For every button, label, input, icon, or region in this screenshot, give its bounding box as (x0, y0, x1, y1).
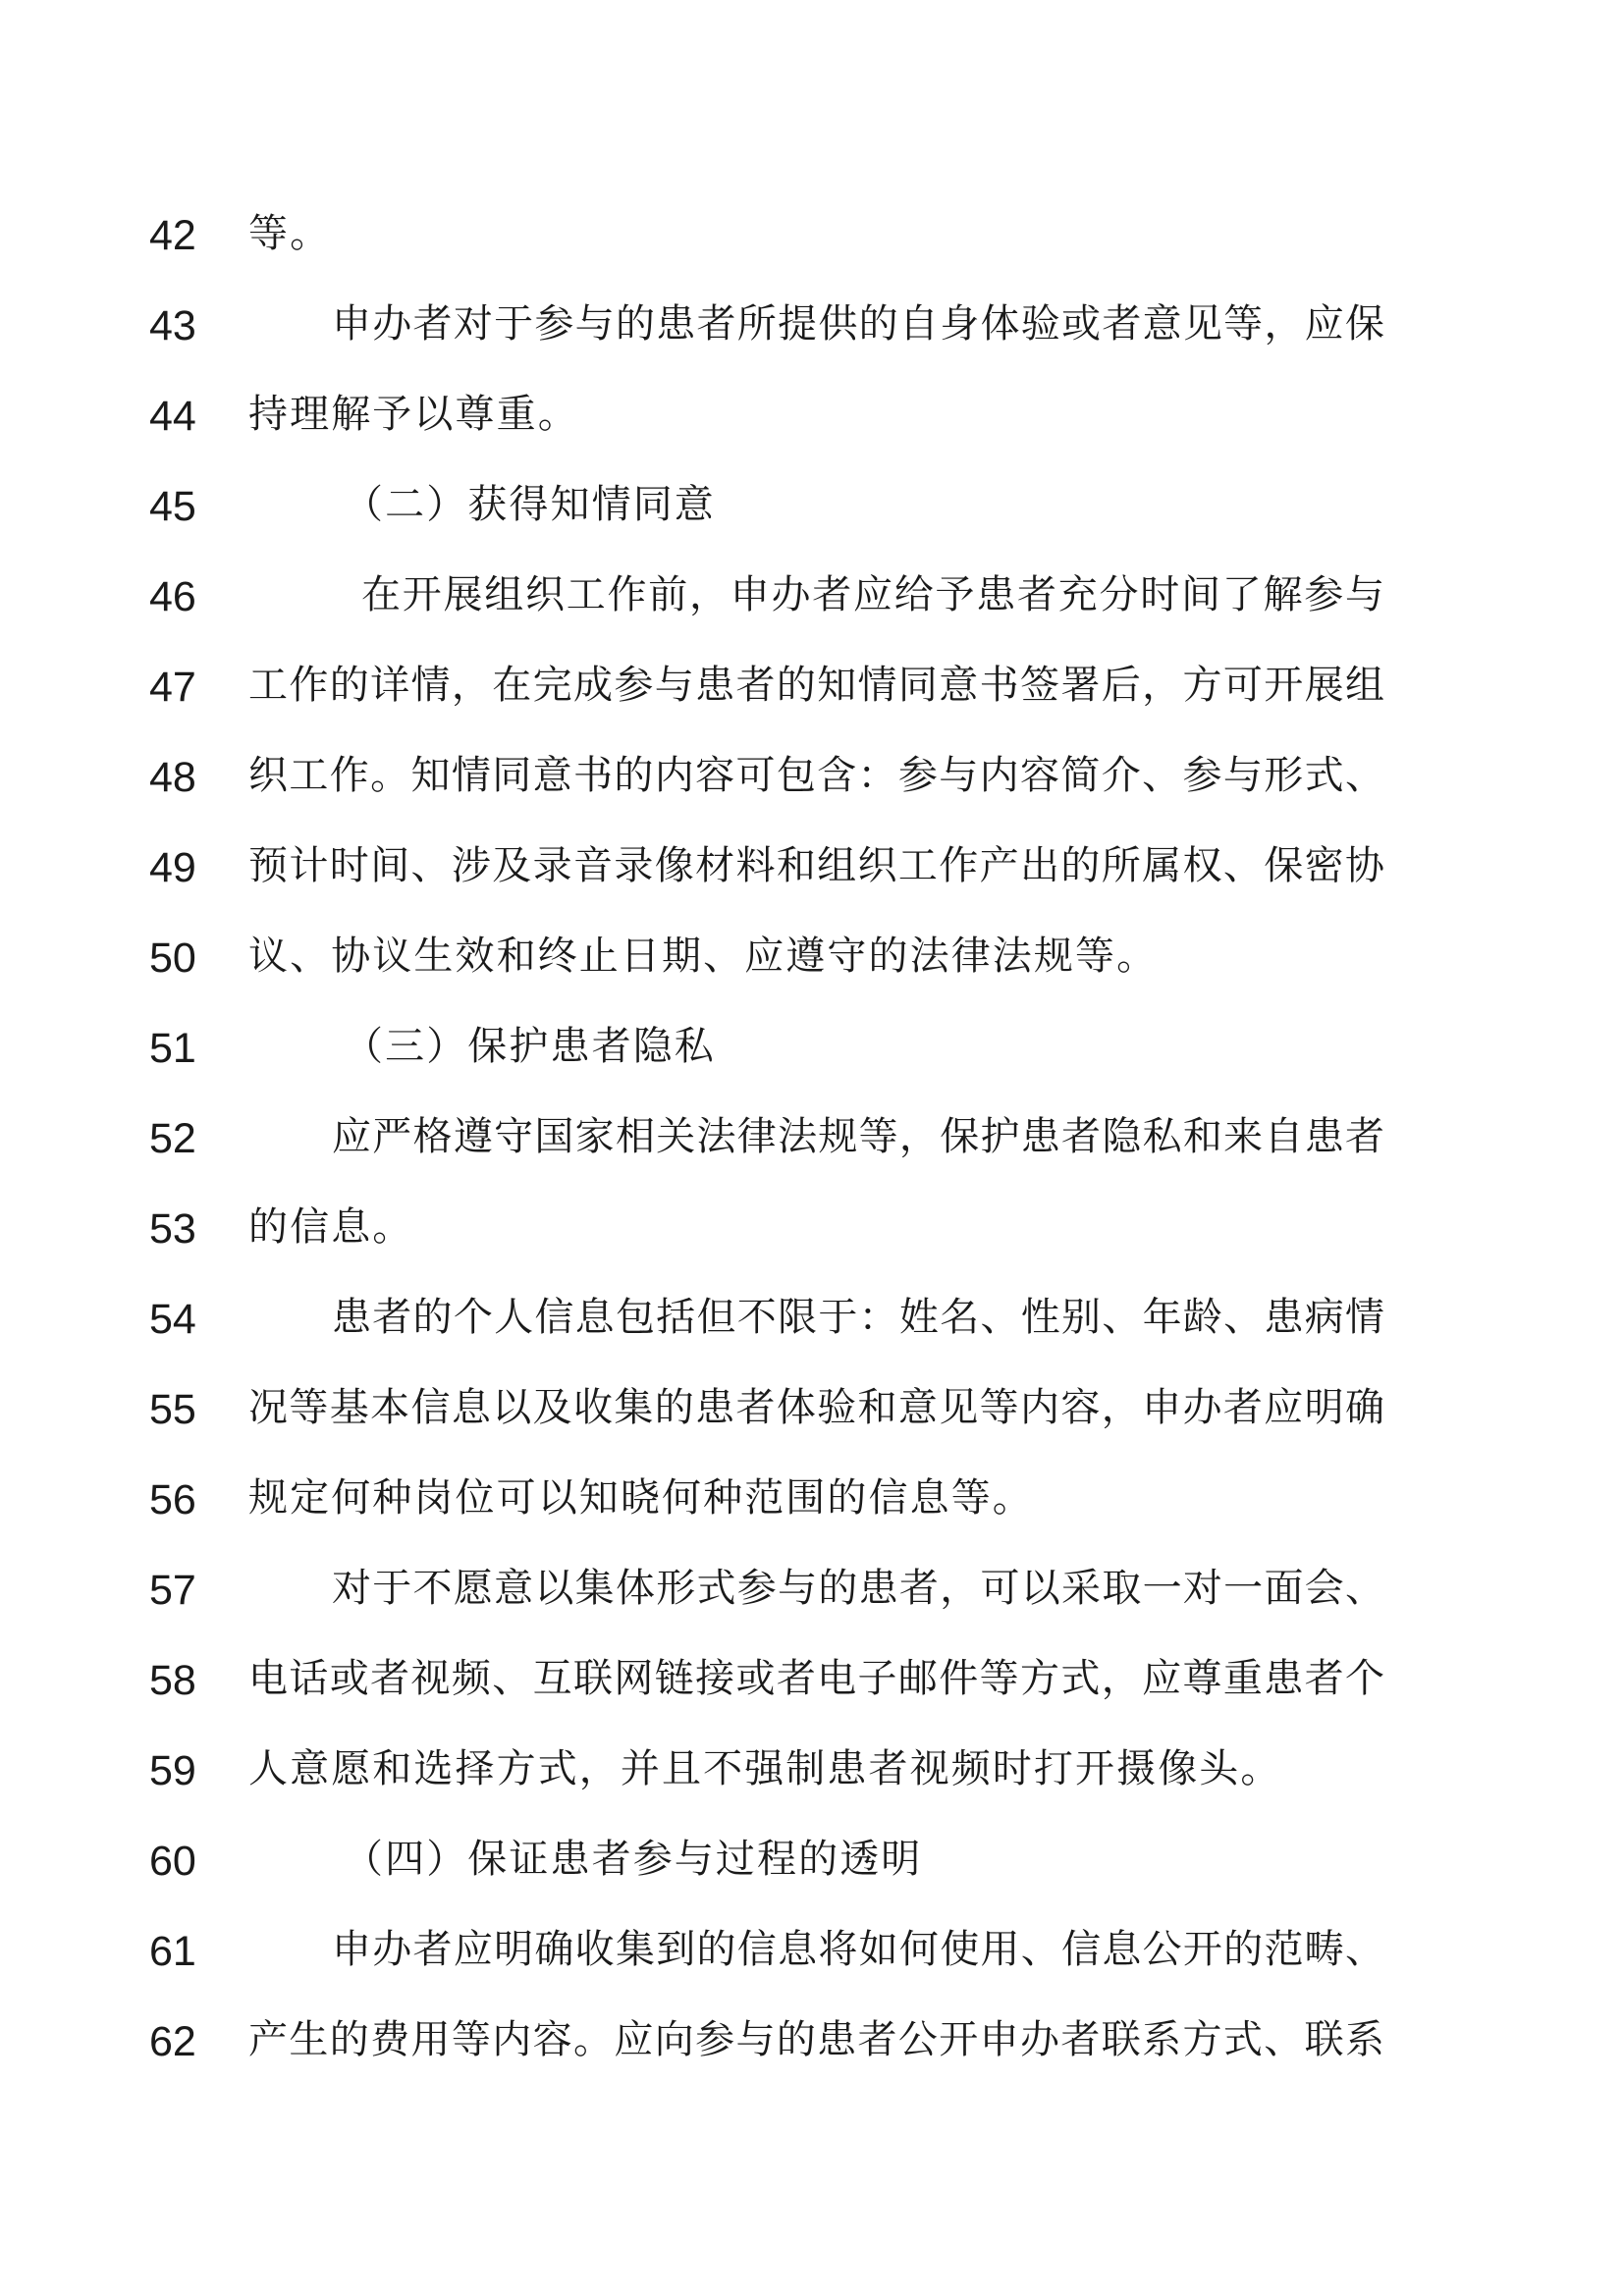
document-line (0, 1908, 1623, 1999)
line-text: 况等基本信息以及收集的患者体验和意见等内容，申办者应明确 (248, 1385, 1384, 1430)
line-text: 患者的个人信息包括但不限于：姓名、性别、年龄、患病情 (332, 1295, 1384, 1340)
line-number: 62 (149, 2018, 196, 2065)
line-text: 预计时间、涉及录音录像材料和组织工作产出的所属权、保密协 (248, 843, 1384, 888)
line-number: 61 (149, 1928, 196, 1975)
section-heading-line (0, 1005, 1623, 1095)
line-text: 申办者应明确收集到的信息将如何使用、信息公开的范畴、 (332, 1927, 1384, 1972)
line-number: 48 (149, 754, 196, 801)
document-line (0, 644, 1623, 734)
line-text: 产生的费用等内容。应向参与的患者公开申办者联系方式、联系 (248, 2017, 1384, 2062)
document-line (0, 734, 1623, 825)
document-line (0, 1637, 1623, 1728)
document-line (0, 1186, 1623, 1276)
document-line (0, 825, 1623, 915)
line-number: 56 (149, 1476, 196, 1523)
line-number: 60 (149, 1838, 196, 1885)
line-number: 54 (149, 1296, 196, 1343)
document-line (0, 1366, 1623, 1457)
line-text: 电话或者视频、互联网链接或者电子邮件等方式，应尊重患者个 (248, 1656, 1384, 1701)
line-number: 44 (149, 393, 196, 440)
line-number: 58 (149, 1657, 196, 1704)
document-line (0, 1095, 1623, 1186)
line-text: 申办者对于参与的患者所提供的自身体验或者意见等，应保 (332, 301, 1384, 347)
line-text: 对于不愿意以集体形式参与的患者，可以采取一对一面会、 (332, 1566, 1384, 1611)
line-number: 45 (149, 483, 196, 530)
line-number: 42 (149, 212, 196, 259)
line-number: 47 (149, 664, 196, 711)
line-number: 51 (149, 1025, 196, 1072)
document-line (0, 1276, 1623, 1366)
document-line (0, 1728, 1623, 1818)
line-number: 46 (149, 573, 196, 620)
document-line (0, 1999, 1623, 2089)
line-text: 人意愿和选择方式，并且不强制患者视频时打开摄像头。 (248, 1746, 1282, 1791)
document-line (0, 192, 1623, 283)
line-number: 53 (149, 1205, 196, 1253)
line-text: 等。 (248, 211, 332, 256)
line-text: 持理解予以尊重。 (248, 392, 579, 437)
line-number: 57 (149, 1567, 196, 1614)
section-heading: （二）获得知情同意 (344, 482, 716, 527)
line-text: 的信息。 (248, 1204, 414, 1250)
line-number: 50 (149, 934, 196, 982)
document-line (0, 373, 1623, 463)
line-text: 工作的详情，在完成参与患者的知情同意书签署后，方可开展组 (248, 663, 1384, 708)
line-number: 52 (149, 1115, 196, 1162)
line-text: 规定何种岗位可以知晓何种范围的信息等。 (248, 1475, 1034, 1521)
line-text: 织工作。知情同意书的内容可包含：参与内容简介、参与形式、 (248, 753, 1384, 798)
section-heading-line (0, 463, 1623, 554)
document-line (0, 1547, 1623, 1637)
line-number: 43 (149, 302, 196, 349)
document-line (0, 554, 1623, 644)
section-heading: （三）保护患者隐私 (344, 1024, 716, 1069)
section-heading: （四）保证患者参与过程的透明 (344, 1837, 923, 1882)
line-text: 应严格遵守国家相关法律法规等，保护患者隐私和来自患者 (332, 1114, 1384, 1159)
line-number: 55 (149, 1386, 196, 1433)
line-text: 议、协议生效和终止日期、应遵守的法律法规等。 (248, 934, 1159, 979)
section-heading-line (0, 1818, 1623, 1908)
line-text: 在开展组织工作前，申办者应给予患者充分时间了解参与 (361, 572, 1384, 617)
document-line (0, 283, 1623, 373)
line-number: 49 (149, 844, 196, 891)
line-number: 59 (149, 1747, 196, 1794)
document-line (0, 1457, 1623, 1547)
document-line (0, 915, 1623, 1005)
